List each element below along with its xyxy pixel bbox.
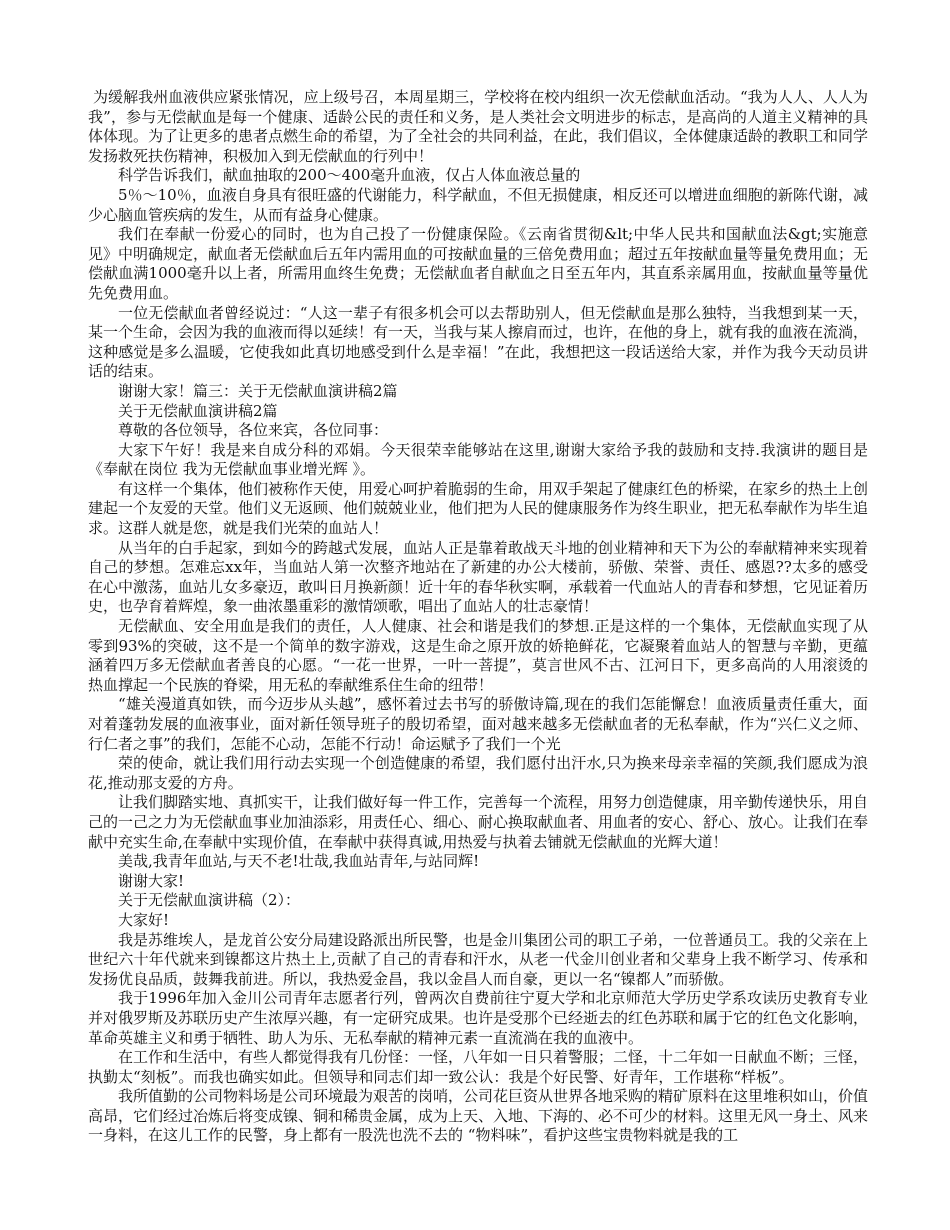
paragraph: 关于无偿献血演讲稿（2）：	[118, 891, 301, 910]
paragraph: 谢谢大家！篇三：关于无偿献血演讲稿2篇	[118, 381, 398, 400]
paragraph: 5％～10％，血液自身具有很旺盛的代谢能力，科学献血，不但无损健康，相反还可以增进血细胞的新陈代谢，减少心脑血管疾病的发生，从而有益身心健康。	[88, 185, 868, 224]
paragraph: “雄关漫道真如铁，而今迈步从头越”，感怀着过去书写的骄傲诗篇,现在的我们怎能懈怠！血液质量责任重大，面对着蓬勃发展的血液事业，面对新任领导班子的殷切希望，面对越来越多无偿献血者的无私奉献，作为“兴仁义之师、行仁者之事”的我们，怎能不心动，怎能不行动！命运赋予了我们一个光	[88, 695, 868, 753]
paragraph: 我们在奉献一份爱心的同时，也为自己投了一份健康保险。《云南省贯彻&lt;中华人民共和国献血法&gt;实施意见》中明确规定，献血者无偿献血后五年内需用血的可按献血量的三倍免费用血；超过五年按献血量等量免费用血；无偿献血满1000毫升以上者，所需用血终生免费；无偿献血者自献血之日至五年内，其直系亲属用血，按献血量等量优先免费用血。	[88, 225, 869, 302]
paragraph: 关于无偿献血演讲稿2篇	[118, 401, 278, 420]
document-body	[88, 88, 868, 1146]
paragraph: 有这样一个集体，他们被称作天使，用爱心呵护着脆弱的生命，用双手架起了健康红色的桥梁，在家乡的热土上创建起一个友爱的天堂。他们义无返顾、他们兢兢业业，他们把为人民的健康服务作为终生职业，把无私奉献作为毕生追求。这群人就是您，就是我们光荣的血站人！	[88, 479, 869, 538]
paragraph: 大家好!	[118, 910, 170, 929]
paragraph: 一位无偿献血者曾经说过：“人这一辈子有很多机会可以去帮助别人，但无偿献血是那么独特，当我想到某一天，某一个生命，会因为我的血液而得以延续！有一天，当我与某人擦肩而过，也许，在他的身上，就有我的血液在流淌，这种感觉是多么温暖，它使我如此真切地感受到什么是幸福！”在此，我想把这一段话送给大家，并作为我今天动员讲话的结束。	[88, 303, 869, 381]
paragraph: 大家下午好！我是来自成分科的邓娟。今天很荣幸能够站在这里,谢谢大家给予我的鼓励和支持.我演讲的题目是《奉献在岗位 我为无偿献血事业增光辉 》。	[88, 440, 868, 479]
paragraph: 无偿献血、安全用血是我们的责任，人人健康、社会和谐是我们的梦想.正是这样的一个集体，无偿献血实现了从零到93%的突破，这不是一个简单的数字游戏，这是生命之原开放的娇艳鲜花，它凝聚着血站人的智慧与辛勤，更蕴涵着四万多无偿献血者善良的心愿。“一花一世界，一叶一菩提”，莫言世风不古、江河日下，更多高尚的人用滚烫的热血撑起一个民族的脊梁，用无私的奉献维系住生命的纽带！	[88, 617, 868, 694]
paragraph: 我所值勤的公司物料场是公司环境最为艰苦的岗哨，公司花巨资从世界各地采购的精矿原料在这里堆积如山，价值高昂，它们经过冶炼后将变成镍、铜和稀贵金属，成为上天、入地、下海的、必不可少的材料。这里无风一身土、风来一身料，在这儿工作的民警，身上都有一股洗也洗不去的 “物料味”，看护这些宝贵物料就是我的工	[88, 1087, 869, 1145]
paragraph: 在工作和生活中，有些人都觉得我有几份怪：一怪，八年如一日只着警服；二怪，十二年如一日献血不断；三怪，执勤太“刻板”。而我也确实如此。但领导和同志们却一致公认：我是个好民警、好青年，工作堪称“样板”。	[88, 1048, 869, 1086]
paragraph: 从当年的白手起家，到如今的跨越式发展，血站人正是靠着敢战天斗地的创业精神和天下为公的奉献精神来实现着自己的梦想。怎难忘xx年，当血站人第一次整齐地站在了新建的办公大楼前，骄傲、荣誉、责任、感恩??太多的感受在心中激荡，血站儿女多豪迈，敢叫日月换新颜！近十年的春华秋实啊，承载着一代血站人的青春和梦想，它见证着历史，也孕育着辉煌，象一曲浓墨重彩的激情颂歌，唱出了血站人的壮志豪情！	[88, 538, 869, 616]
paragraph: 尊敬的各位领导，各位来宾，各位同事：	[118, 421, 389, 440]
paragraph: 为缓解我州血液供应紧张情况，应上级号召，本周星期三，学校将在校内组织一次无偿献血活动。“我为人人、人人为我”，参与无偿献血是每一个健康、适龄公民的责任和义务，是人类社会文明进步的标志，是高尚的人道主义精神的具体体现。为了让更多的患者点燃生命的希望，为了全社会的共同利益，在此，我们倡议，全体健康适龄的教职工和同学发扬救死扶伤精神，积极加入到无偿献血的行列中！	[88, 88, 869, 165]
paragraph: 谢谢大家!	[118, 871, 185, 890]
paragraph: 我是苏维埃人，是龙首公安分局建设路派出所民警，也是金川集团公司的职工子弟，一位普通员工。我的父亲在上世纪六十年代就来到镍都这片热土上,贡献了自己的青春和汗水，从老一代金川创业者和父辈身上我不断学习、传承和发扬优良品质，鼓舞我前进。所以，我热爱金昌，我以金昌人而自豪，更以一名“镍都人”而骄傲。	[88, 930, 869, 988]
paragraph: 让我们脚踏实地、真抓实干，让我们做好每一件工作，完善每一个流程，用努力创造健康，用辛勤传递快乐，用自己的一己之力为无偿献血事业加油添彩，用责任心、细心、耐心换取献血者、用血者的安心、舒心、放心。让我们在奉献中充实生命,在奉献中实现价值，在奉献中获得真诚,用热爱与执着去铺就无偿献血的光辉大道！	[88, 793, 869, 851]
paragraph: 荣的使命，就让我们用行动去实现一个创造健康的希望，我们愿付出汗水,只为换来母亲幸福的笑颜,我们愿成为浪花,推动那支爱的方舟。	[88, 754, 868, 792]
paragraph: 科学告诉我们，献血抽取的200～400毫升血液，仅占人体血液总量的	[118, 166, 581, 185]
paragraph: 我于1996年加入金川公司青年志愿者行列，曾两次自费前往宁夏大学和北京师范大学历史学系攻读历史教育专业并对俄罗斯及苏联历史产生浓厚兴趣，有一定研究成果。也许是受那个已经逝去的红色苏联和属于它的红色文化影响，革命英雄主义和勇于牺牲、助人为乐、无私奉献的精神元素一直流淌在我的血液中。	[88, 989, 869, 1047]
paragraph: 美哉,我青年血站,与天不老!壮哉,我血站青年,与站同辉!	[118, 852, 480, 871]
